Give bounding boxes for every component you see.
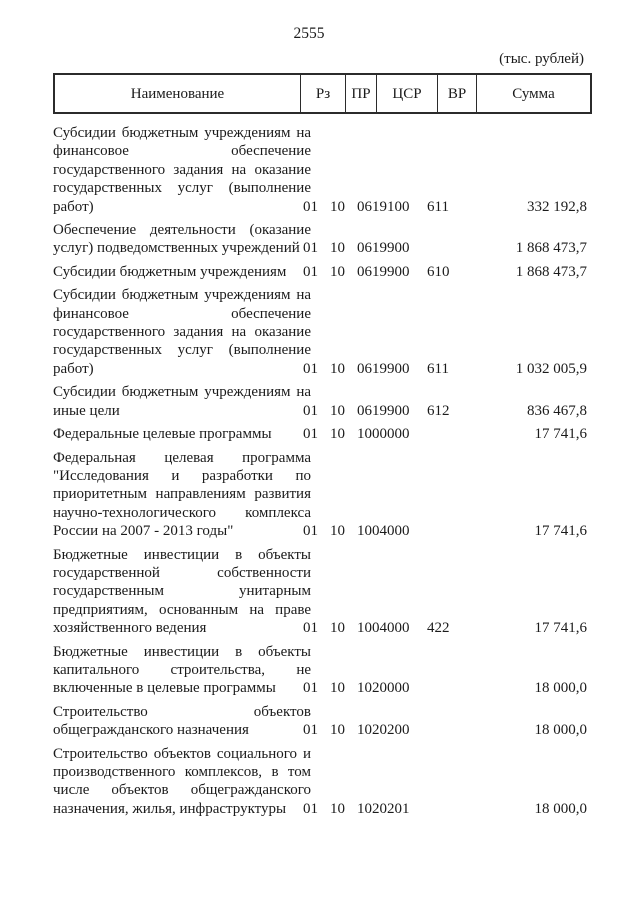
row-sum-cell: 18 000,0 xyxy=(534,722,587,739)
row-vr-cell: 611 xyxy=(427,360,449,377)
row-name-cell: Строительство объектов общегражданского назначения xyxy=(53,703,311,739)
row-sum-cell: 836 467,8 xyxy=(527,402,587,419)
row-pr-cell: 10 xyxy=(330,198,345,215)
row-pr-cell: 10 xyxy=(330,426,345,443)
row-rz-cell: 01 xyxy=(303,240,318,257)
row-csr-cell: 0619900 xyxy=(357,360,410,377)
column-header-pr: ПР xyxy=(345,75,376,112)
row-sum-cell: 18 000,0 xyxy=(534,680,587,697)
row-rz-cell: 01 xyxy=(303,620,318,637)
row-pr-cell: 10 xyxy=(330,402,345,419)
row-csr-cell: 0619100 xyxy=(357,198,410,215)
row-name-cell: Субсидии бюджетным учреждениям на финансовое обеспечение государственного задания на оказание государственных услуг (выполнение работ) xyxy=(53,287,311,377)
table-header-row xyxy=(53,73,592,114)
row-name-cell: Субсидии бюджетным учреждениям на финансовое обеспечение государственного задания на оказание государственных услуг (выполнение работ) xyxy=(53,125,311,215)
table-row xyxy=(53,263,588,281)
row-sum-cell: 1 868 473,7 xyxy=(515,263,587,280)
row-rz-cell: 01 xyxy=(303,722,318,739)
row-sum-cell: 17 741,6 xyxy=(534,620,587,637)
row-name-cell: Бюджетные инвестиции в объекты капитального строительства, не включенные в целевые программы xyxy=(53,643,311,697)
table-row xyxy=(53,745,588,819)
row-pr-cell: 10 xyxy=(330,523,345,540)
row-sum-cell: 17 741,6 xyxy=(534,426,587,443)
page-content xyxy=(53,50,588,818)
row-name-cell: Обеспечение деятельности (оказание услуг) подведомственных учреждений xyxy=(53,222,311,257)
column-header-name: Наименование xyxy=(130,85,225,102)
row-sum-cell: 18 000,0 xyxy=(534,800,587,817)
row-rz-cell: 01 xyxy=(303,198,318,215)
units-label: (тыс. рублей) xyxy=(499,51,584,67)
table-row xyxy=(53,425,588,443)
row-csr-cell: 1000000 xyxy=(357,426,410,443)
row-pr-cell: 10 xyxy=(330,620,345,637)
row-vr-cell: 612 xyxy=(427,402,450,419)
column-header-csr: ЦСР xyxy=(376,75,437,112)
row-csr-cell: 1020200 xyxy=(357,722,410,739)
row-rz-cell: 01 xyxy=(303,426,318,443)
table-row xyxy=(53,124,588,216)
row-csr-cell: 1020201 xyxy=(357,800,410,817)
row-rz-cell: 01 xyxy=(303,402,318,419)
row-pr-cell: 10 xyxy=(330,240,345,257)
row-rz-cell: 01 xyxy=(303,263,318,280)
table-row xyxy=(53,449,588,541)
row-vr-cell: 610 xyxy=(427,263,450,280)
row-name-cell: Федеральная целевая программа "Исследования и разработки по приоритетным направлениям развития научно-технологического комплекса России на 2007 - 2013 годы" xyxy=(53,449,311,540)
table-row xyxy=(53,643,588,698)
row-sum-cell: 17 741,6 xyxy=(534,523,587,540)
row-rz-cell: 01 xyxy=(303,360,318,377)
row-name-cell: Бюджетные инвестиции в объекты государственной собственности государственным унитарным предприятиям, основанным на праве хозяйственного ведения xyxy=(53,546,311,637)
row-pr-cell: 10 xyxy=(330,263,345,280)
column-header-vr: ВР xyxy=(437,75,476,112)
row-rz-cell: 01 xyxy=(303,680,318,697)
row-rz-cell: 01 xyxy=(303,800,318,817)
row-pr-cell: 10 xyxy=(330,360,345,377)
row-name-cell: Федеральные целевые программы xyxy=(53,426,272,443)
table-row xyxy=(53,546,588,638)
row-sum-cell: 1 032 005,9 xyxy=(515,360,587,377)
row-name-cell: Субсидии бюджетным учреждениям xyxy=(53,263,287,280)
row-pr-cell: 10 xyxy=(330,680,345,697)
row-csr-cell: 1004000 xyxy=(357,620,410,637)
table-row xyxy=(53,286,588,378)
table-row xyxy=(53,221,588,258)
row-sum-cell: 332 192,8 xyxy=(527,198,587,215)
table-body xyxy=(53,114,588,818)
row-csr-cell: 0619900 xyxy=(357,263,410,280)
table-row xyxy=(53,383,588,420)
column-header-rz: Рз xyxy=(300,75,345,112)
row-csr-cell: 1004000 xyxy=(357,523,410,540)
table-row xyxy=(53,703,588,740)
row-vr-cell: 422 xyxy=(427,620,450,637)
row-vr-cell: 611 xyxy=(427,198,449,215)
row-csr-cell: 1020000 xyxy=(357,680,410,697)
row-name-cell: Строительство объектов социального и производственного комплексов, в том числе объектов общегражданского назначения, жилья, инфраструктуры xyxy=(53,745,311,817)
column-header-sum: Сумма xyxy=(476,75,590,112)
row-csr-cell: 0619900 xyxy=(357,402,410,419)
row-sum-cell: 1 868 473,7 xyxy=(515,240,587,257)
row-csr-cell: 0619900 xyxy=(357,240,410,257)
row-pr-cell: 10 xyxy=(330,722,345,739)
row-rz-cell: 01 xyxy=(303,523,318,540)
page-number: 2555 xyxy=(293,25,325,42)
row-name-cell: Субсидии бюджетным учреждениям на иные цели xyxy=(53,384,311,419)
row-pr-cell: 10 xyxy=(330,800,345,817)
